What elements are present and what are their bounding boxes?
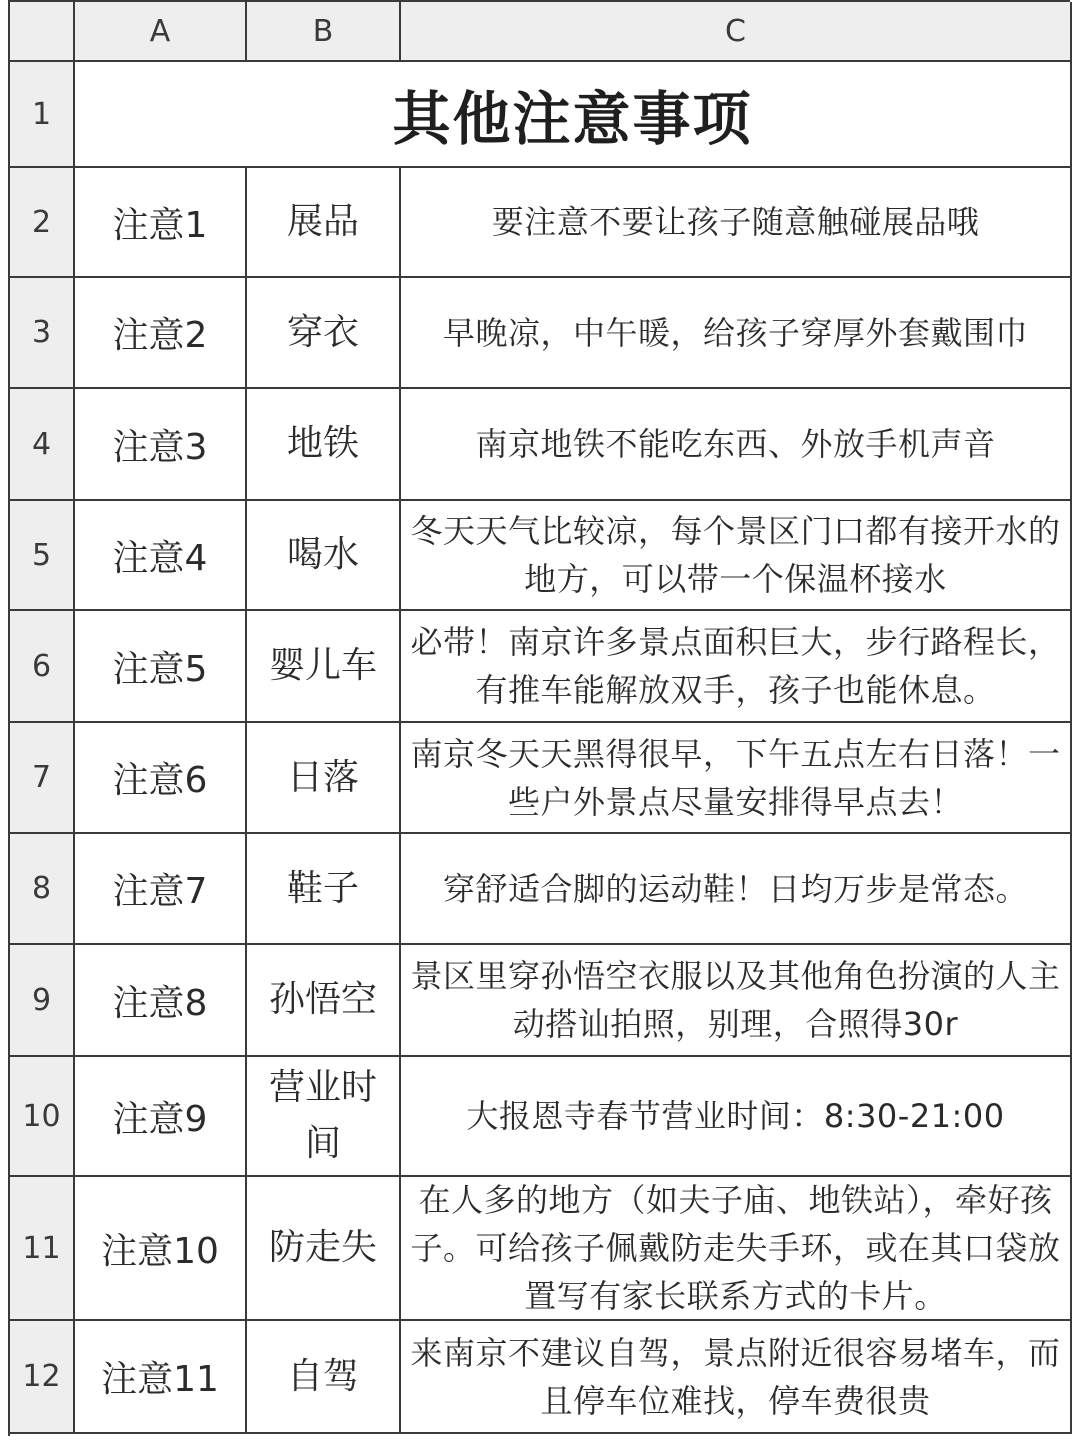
cell-col-b[interactable]: 喝水 <box>247 501 401 611</box>
cell-col-c[interactable]: 在人多的地方（如夫子庙、地铁站），牵好孩子。可给孩子佩戴防走失手环，或在其口袋放置写有家长联系方式的卡片。 <box>401 1177 1072 1321</box>
cell-col-b[interactable]: 孙悟空 <box>247 945 401 1057</box>
cell-col-b[interactable]: 婴儿车 <box>247 611 401 723</box>
sheet-title-cell[interactable]: 其他注意事项 <box>75 62 1072 168</box>
cell-col-c[interactable]: 早晚凉，中午暖，给孩子穿厚外套戴围巾 <box>401 278 1072 389</box>
cell-col-a[interactable]: 注意8 <box>75 945 247 1057</box>
row-header[interactable]: 6 <box>10 611 75 723</box>
cell-col-a[interactable]: 注意5 <box>75 611 247 723</box>
row-header[interactable]: 8 <box>10 834 75 945</box>
cell-col-b[interactable]: 穿衣 <box>247 278 401 389</box>
cell-col-c[interactable]: 景区里穿孙悟空衣服以及其他角色扮演的人主动搭讪拍照，别理，合照得30r <box>401 945 1072 1057</box>
cell-col-c[interactable]: 南京冬天天黑得很早，下午五点左右日落！一些户外景点尽量安排得早点去！ <box>401 723 1072 834</box>
row-header[interactable]: 1 <box>10 62 75 168</box>
select-all-corner[interactable] <box>10 2 75 62</box>
cell-col-a[interactable]: 注意10 <box>75 1177 247 1321</box>
cell-col-b[interactable]: 鞋子 <box>247 834 401 945</box>
row-header[interactable]: 11 <box>10 1177 75 1321</box>
row-header[interactable]: 9 <box>10 945 75 1057</box>
cell-col-b[interactable]: 自驾 <box>247 1321 401 1434</box>
cell-col-b[interactable]: 地铁 <box>247 389 401 501</box>
spreadsheet-grid <box>8 0 1070 1436</box>
cell-col-b[interactable]: 展品 <box>247 168 401 278</box>
cell-col-b[interactable]: 日落 <box>247 723 401 834</box>
column-header-a[interactable]: A <box>75 2 247 62</box>
row-header[interactable]: 3 <box>10 278 75 389</box>
cell-col-a[interactable]: 注意1 <box>75 168 247 278</box>
cell-col-c[interactable]: 穿舒适合脚的运动鞋！日均万步是常态。 <box>401 834 1072 945</box>
cell-col-a[interactable]: 注意7 <box>75 834 247 945</box>
cell-col-a[interactable]: 注意6 <box>75 723 247 834</box>
cell-col-a[interactable]: 注意2 <box>75 278 247 389</box>
column-header-c[interactable]: C <box>401 2 1072 62</box>
row-header[interactable]: 10 <box>10 1057 75 1177</box>
cell-col-a[interactable]: 注意11 <box>75 1321 247 1434</box>
row-header[interactable]: 12 <box>10 1321 75 1434</box>
cell-col-c[interactable]: 要注意不要让孩子随意触碰展品哦 <box>401 168 1072 278</box>
cell-col-a[interactable]: 注意4 <box>75 501 247 611</box>
cell-col-c[interactable]: 必带！南京许多景点面积巨大，步行路程长，有推车能解放双手，孩子也能休息。 <box>401 611 1072 723</box>
cell-col-c[interactable]: 南京地铁不能吃东西、外放手机声音 <box>401 389 1072 501</box>
column-header-b[interactable]: B <box>247 2 401 62</box>
row-header[interactable]: 5 <box>10 501 75 611</box>
row-header[interactable]: 7 <box>10 723 75 834</box>
row-header[interactable]: 4 <box>10 389 75 501</box>
cell-col-b[interactable]: 营业时间 <box>247 1057 401 1177</box>
cell-col-c[interactable]: 大报恩寺春节营业时间：8:30-21:00 <box>401 1057 1072 1177</box>
cell-col-a[interactable]: 注意3 <box>75 389 247 501</box>
cell-col-b[interactable]: 防走失 <box>247 1177 401 1321</box>
cell-col-c[interactable]: 冬天天气比较凉，每个景区门口都有接开水的地方，可以带一个保温杯接水 <box>401 501 1072 611</box>
cell-col-a[interactable]: 注意9 <box>75 1057 247 1177</box>
row-header[interactable]: 2 <box>10 168 75 278</box>
cell-col-c[interactable]: 来南京不建议自驾，景点附近很容易堵车，而且停车位难找，停车费很贵 <box>401 1321 1072 1434</box>
